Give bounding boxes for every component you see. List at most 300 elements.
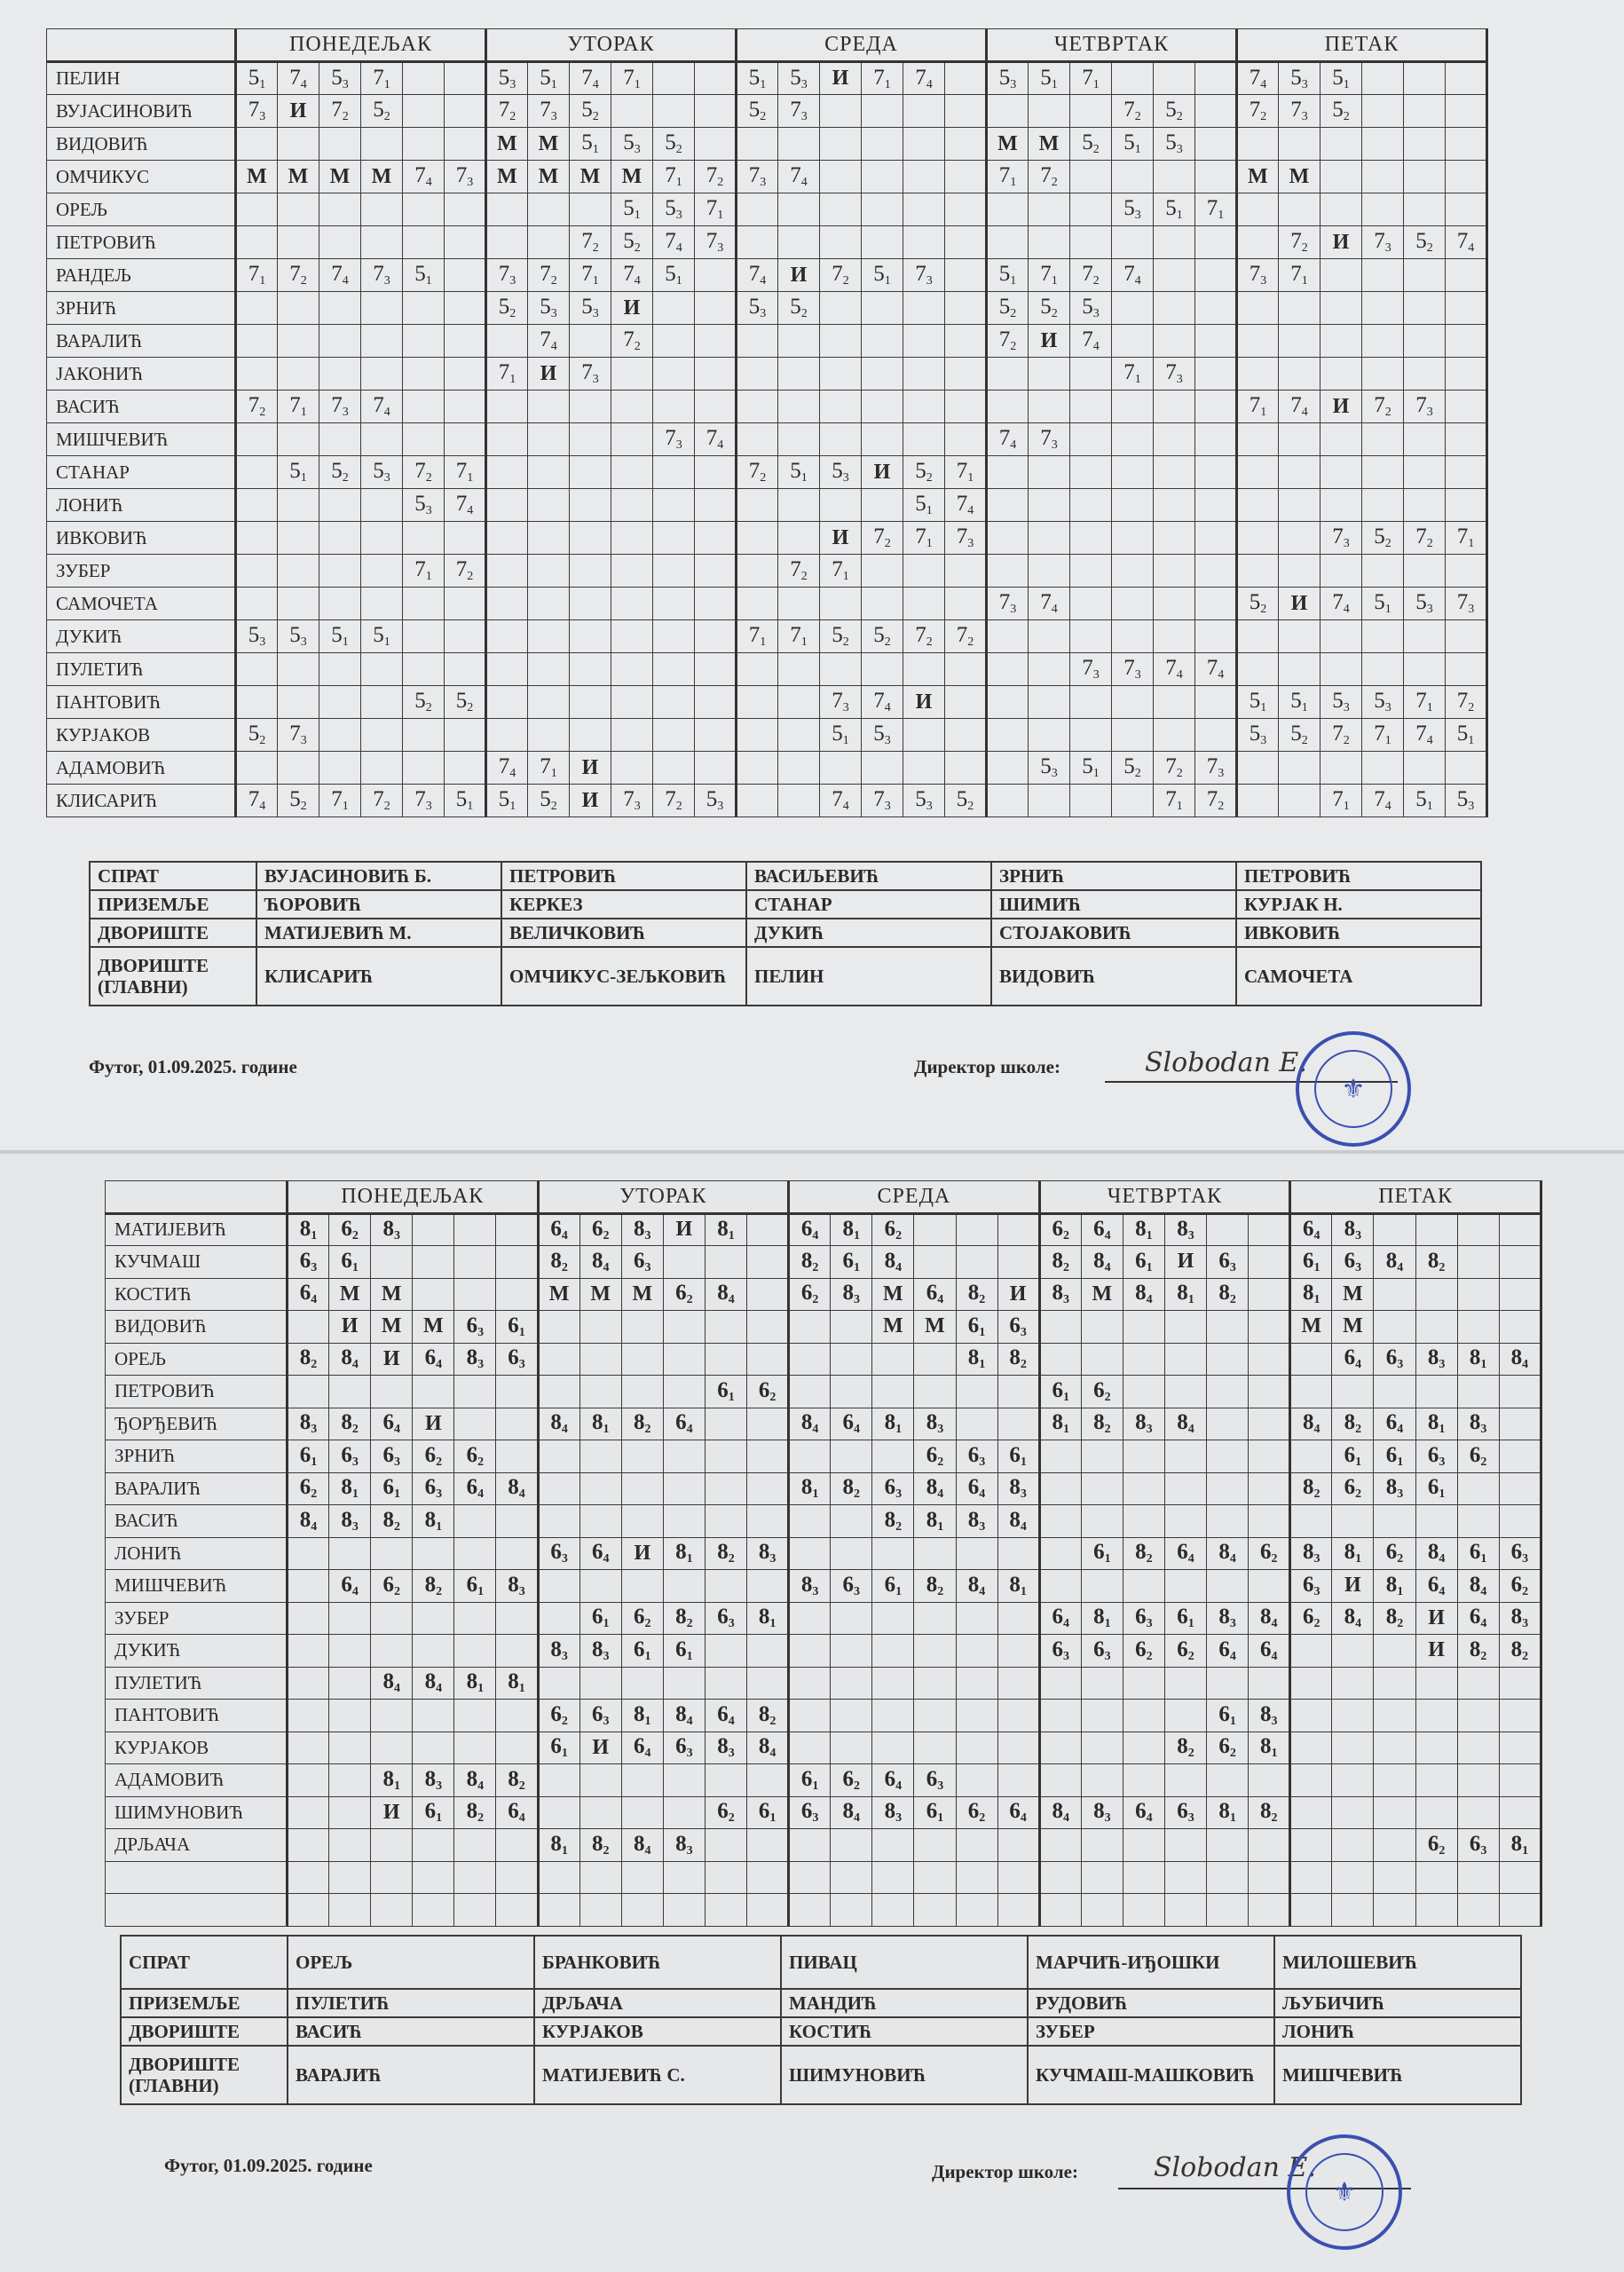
teacher-row (106, 1213, 1541, 1246)
lesson-cell (1029, 653, 1070, 686)
teacher-row (47, 489, 1487, 522)
lesson-cell (236, 193, 278, 226)
lesson-cell (538, 1894, 579, 1927)
lesson-cell (695, 358, 737, 390)
lesson-cell (737, 95, 778, 128)
class-label: $6_3$ (1303, 1572, 1320, 1598)
lesson-cell (831, 1667, 872, 1700)
class-label: $8_2$ (1093, 1410, 1111, 1437)
class-label: $7_1$ (540, 754, 557, 780)
lesson-cell (1154, 226, 1195, 259)
lesson-cell (903, 456, 945, 489)
class-label: $7_3$ (956, 525, 974, 550)
lesson-cell (831, 1213, 872, 1246)
lesson-cell (831, 1861, 872, 1894)
lesson-cell (538, 1213, 579, 1246)
lesson-cell (997, 1343, 1039, 1376)
lesson-cell (914, 1861, 956, 1894)
teacher-name: ДРЉАЧА (106, 1829, 288, 1862)
lesson-cell (737, 489, 778, 522)
duty-teacher: МАТИЈЕВИЋ С. (534, 2046, 781, 2104)
lesson-cell (371, 1278, 413, 1311)
lesson-cell (862, 653, 903, 686)
lesson-cell (1039, 1408, 1081, 1440)
teacher-name (106, 1894, 288, 1927)
lesson-cell (278, 325, 319, 358)
lesson-cell (496, 1894, 538, 1927)
class-label: $8_4$ (1177, 1410, 1194, 1437)
lesson-cell (1279, 555, 1320, 588)
lesson-cell (611, 423, 653, 456)
lesson-cell (288, 1537, 329, 1570)
lesson-cell (1415, 1829, 1457, 1862)
lesson-cell (621, 1861, 663, 1894)
class-label: $8_2$ (1135, 1540, 1153, 1566)
lesson-cell (319, 62, 361, 95)
class-label: $5_1$ (832, 722, 849, 747)
lesson-cell (663, 1505, 705, 1538)
lesson-cell (1332, 1732, 1374, 1764)
teacher-row (47, 226, 1487, 259)
duty-teacher: СТАНАР (746, 890, 991, 919)
teacher-row (47, 423, 1487, 456)
class-label: $7_2$ (623, 327, 641, 353)
lesson-cell (454, 1894, 496, 1927)
lesson-cell (403, 555, 445, 588)
lesson-cell (621, 1343, 663, 1376)
duty-teacher: ВАСИЋ (288, 2017, 534, 2046)
lesson-cell (288, 1440, 329, 1473)
lesson-cell (695, 95, 737, 128)
lesson-cell (486, 226, 528, 259)
class-label: $6_4$ (1009, 1799, 1027, 1826)
lesson-cell (1446, 62, 1487, 95)
class-label: $8_1$ (550, 1831, 568, 1858)
class-label: $5_1$ (1040, 65, 1058, 91)
lesson-cell (486, 358, 528, 390)
class-label: $8_2$ (758, 1701, 777, 1728)
lesson-cell (361, 555, 403, 588)
lesson-cell (1207, 1700, 1249, 1732)
class-label: $7_4$ (331, 262, 349, 288)
lesson-cell (1123, 1570, 1164, 1603)
duty-teacher: САМОЧЕТА (1236, 947, 1481, 1006)
lesson-cell (288, 1667, 329, 1700)
lesson-cell (1404, 193, 1446, 226)
class-label: $7_4$ (1415, 722, 1433, 747)
class-label: И (623, 296, 641, 320)
lesson-cell (778, 456, 820, 489)
lesson-cell (621, 1311, 663, 1344)
lesson-cell (413, 1667, 454, 1700)
lesson-cell (1290, 1764, 1332, 1797)
teacher-name: ОРЕЉ (47, 193, 236, 226)
lesson-cell (903, 620, 945, 653)
lesson-cell (329, 1861, 371, 1894)
class-label: $5_3$ (623, 130, 641, 156)
class-label: $8_3$ (508, 1572, 525, 1598)
teacher-name: ПУЛЕТИЋ (106, 1667, 288, 1700)
lesson-cell (1112, 785, 1154, 817)
lesson-cell (862, 785, 903, 817)
lesson-cell (653, 226, 695, 259)
lesson-cell (747, 1505, 789, 1538)
teacher-row (106, 1472, 1541, 1505)
lesson-cell (831, 1894, 872, 1927)
class-label: $6_1$ (591, 1605, 610, 1631)
lesson-cell (1154, 423, 1195, 456)
class-label: $6_1$ (842, 1248, 861, 1274)
lesson-cell (1457, 1635, 1499, 1668)
class-label: $7_4$ (455, 492, 474, 517)
lesson-cell (1039, 1440, 1081, 1473)
class-label: $7_1$ (498, 360, 516, 386)
lesson-cell (288, 1700, 329, 1732)
class-label: $6_4$ (1259, 1637, 1278, 1663)
lesson-cell (611, 719, 653, 752)
lesson-cell (820, 620, 862, 653)
duty-teacher: МАТИЈЕВИЋ М. (256, 919, 501, 947)
lesson-cell (862, 358, 903, 390)
lesson-cell (403, 423, 445, 456)
lesson-cell (737, 325, 778, 358)
lesson-cell (1279, 423, 1320, 456)
lesson-cell (486, 686, 528, 719)
lesson-cell (653, 785, 695, 817)
class-label: $7_1$ (790, 623, 808, 649)
lesson-cell (1154, 95, 1195, 128)
lesson-cell (831, 1796, 872, 1829)
class-label: $8_3$ (550, 1637, 568, 1663)
lesson-cell (445, 259, 486, 292)
lesson-cell (1237, 292, 1279, 325)
lesson-cell (1207, 1505, 1249, 1538)
class-label: М (1343, 1314, 1363, 1338)
lesson-cell (1320, 456, 1362, 489)
lesson-cell (528, 423, 570, 456)
lesson-cell (371, 1732, 413, 1764)
class-label: $8_1$ (424, 1507, 443, 1534)
lesson-cell (570, 588, 611, 620)
class-label: $8_4$ (508, 1475, 525, 1502)
lesson-cell (1164, 1440, 1206, 1473)
class-label: $7_4$ (998, 426, 1017, 452)
lesson-cell (747, 1796, 789, 1829)
lesson-cell (1039, 1246, 1081, 1279)
class-label: И (1040, 328, 1058, 352)
lesson-cell (1029, 752, 1070, 785)
teacher-row (47, 292, 1487, 325)
lesson-cell (997, 1213, 1039, 1246)
lesson-cell (445, 456, 486, 489)
lesson-cell (1123, 1246, 1164, 1279)
lesson-cell (1070, 259, 1112, 292)
lesson-cell (1207, 1376, 1249, 1408)
lesson-cell (1374, 1796, 1415, 1829)
lesson-cell (579, 1505, 621, 1538)
lesson-cell (1404, 62, 1446, 95)
lesson-cell (987, 555, 1029, 588)
class-label: $8_2$ (1052, 1248, 1069, 1274)
class-label: $5_1$ (1165, 196, 1183, 222)
teacher-name: КОСТИЋ (106, 1278, 288, 1311)
lesson-cell (1249, 1700, 1290, 1732)
lesson-cell (528, 555, 570, 588)
lesson-cell (570, 620, 611, 653)
lesson-cell (236, 522, 278, 555)
class-label: М (925, 1314, 945, 1338)
lesson-cell (1446, 752, 1487, 785)
lesson-cell (1070, 456, 1112, 489)
class-label: $6_3$ (299, 1248, 318, 1274)
lesson-cell (496, 1472, 538, 1505)
lesson-cell (445, 653, 486, 686)
lesson-cell (987, 752, 1029, 785)
duty-table-1 (89, 861, 1482, 1006)
lesson-cell (1499, 1732, 1541, 1764)
lesson-cell (1207, 1667, 1249, 1700)
class-label: $8_2$ (1469, 1637, 1487, 1663)
lesson-cell (903, 161, 945, 193)
lesson-cell (956, 1635, 997, 1668)
lesson-cell (997, 1764, 1039, 1797)
lesson-cell (1332, 1408, 1374, 1440)
class-label: $7_1$ (1123, 360, 1141, 386)
duty-teacher: СТОЈАКОВИЋ (991, 919, 1236, 947)
lesson-cell (653, 128, 695, 161)
lesson-cell (1070, 226, 1112, 259)
lesson-cell (236, 653, 278, 686)
lesson-cell (496, 1537, 538, 1570)
class-label: $5_3$ (1332, 689, 1350, 714)
lesson-cell (278, 161, 319, 193)
lesson-cell (1446, 128, 1487, 161)
lesson-cell (329, 1700, 371, 1732)
lesson-cell (403, 752, 445, 785)
class-label: $6_3$ (884, 1475, 903, 1502)
lesson-cell (1415, 1278, 1457, 1311)
lesson-cell (1404, 390, 1446, 423)
lesson-cell (653, 456, 695, 489)
class-label: $7_1$ (1165, 787, 1183, 813)
lesson-cell (705, 1278, 746, 1311)
lesson-cell (454, 1570, 496, 1603)
class-label: $6_1$ (550, 1734, 568, 1761)
lesson-cell (987, 456, 1029, 489)
lesson-cell (319, 259, 361, 292)
lesson-cell (1374, 1667, 1415, 1700)
lesson-cell (1374, 1700, 1415, 1732)
lesson-cell (486, 489, 528, 522)
lesson-cell (1362, 555, 1404, 588)
lesson-cell (778, 555, 820, 588)
lesson-cell (1279, 259, 1320, 292)
lesson-cell (789, 1537, 831, 1570)
lesson-cell (579, 1213, 621, 1246)
lesson-cell (1415, 1311, 1457, 1344)
lesson-cell (1029, 95, 1070, 128)
lesson-cell (1154, 752, 1195, 785)
lesson-cell (278, 226, 319, 259)
teacher-row (47, 259, 1487, 292)
lesson-cell (1195, 686, 1237, 719)
lesson-cell (236, 620, 278, 653)
class-label: $7_3$ (915, 262, 933, 288)
lesson-cell (288, 1472, 329, 1505)
lesson-cell (1164, 1796, 1206, 1829)
duty-teacher: ШИМУНОВИЋ (781, 2046, 1028, 2104)
class-label: $6_3$ (967, 1442, 986, 1469)
lesson-cell (445, 193, 486, 226)
lesson-cell (663, 1764, 705, 1797)
class-label: $8_4$ (842, 1799, 861, 1826)
teacher-name: ДУКИЋ (47, 620, 236, 653)
lesson-cell (1374, 1246, 1415, 1279)
duty-teacher: МИШЧЕВИЋ (1274, 2046, 1521, 2104)
class-label: $8_1$ (1052, 1410, 1069, 1437)
lesson-cell (570, 522, 611, 555)
class-label: $5_2$ (1249, 590, 1267, 616)
class-label: $6_4$ (591, 1540, 610, 1566)
lesson-cell (1332, 1602, 1374, 1635)
class-label: И (581, 755, 599, 779)
lesson-cell (454, 1732, 496, 1764)
class-label: $6_4$ (550, 1216, 568, 1242)
class-label: $6_1$ (299, 1442, 318, 1469)
duty-teacher: ДУКИЋ (746, 919, 991, 947)
duty-teacher: ВАСИЉЕВИЋ (746, 862, 991, 890)
lesson-cell (820, 686, 862, 719)
class-label: И (634, 1541, 651, 1565)
lesson-cell (445, 358, 486, 390)
lesson-cell (1123, 1764, 1164, 1797)
lesson-cell (945, 456, 987, 489)
teacher-row (47, 325, 1487, 358)
teacher-row (47, 390, 1487, 423)
lesson-cell (778, 489, 820, 522)
place-date: Футог, 01.09.2025. године (89, 1056, 297, 1077)
lesson-cell (862, 259, 903, 292)
lesson-cell (820, 423, 862, 456)
class-label: $5_1$ (1374, 590, 1391, 616)
lesson-cell (1029, 325, 1070, 358)
class-label: $6_4$ (1052, 1605, 1069, 1631)
lesson-cell (1320, 620, 1362, 653)
lesson-cell (872, 1246, 914, 1279)
teacher-row (47, 193, 1487, 226)
teacher-row (47, 62, 1487, 95)
lesson-cell (1362, 95, 1404, 128)
lesson-cell (570, 128, 611, 161)
lesson-cell (621, 1376, 663, 1408)
lesson-cell (236, 489, 278, 522)
lesson-cell (236, 588, 278, 620)
lesson-cell (914, 1472, 956, 1505)
class-label: $7_1$ (1082, 65, 1100, 91)
teacher-name: ВУЈАСИНОВИЋ (47, 95, 236, 128)
lesson-cell (945, 588, 987, 620)
class-label: $5_3$ (414, 492, 432, 517)
lesson-cell (1164, 1894, 1206, 1927)
class-label: $8_3$ (1385, 1475, 1404, 1502)
lesson-cell (653, 325, 695, 358)
lesson-cell (1332, 1537, 1374, 1570)
class-label: $8_2$ (675, 1605, 693, 1631)
lesson-cell (1237, 555, 1279, 588)
teacher-name: ШИМУНОВИЋ (106, 1796, 288, 1829)
class-label: $8_2$ (1009, 1345, 1027, 1372)
class-label: $7_1$ (873, 65, 891, 91)
lesson-cell (1249, 1343, 1290, 1376)
class-label: $7_4$ (832, 787, 849, 813)
lesson-cell (621, 1602, 663, 1635)
lesson-cell (737, 423, 778, 456)
teacher-name: КУРЈАКОВ (106, 1732, 288, 1764)
lesson-cell (278, 456, 319, 489)
lesson-cell (319, 358, 361, 390)
class-label: И (382, 1346, 400, 1370)
class-label: $7_2$ (289, 262, 307, 288)
lesson-cell (1154, 555, 1195, 588)
lesson-cell (319, 423, 361, 456)
lesson-cell (1332, 1505, 1374, 1538)
class-label: $5_3$ (998, 65, 1017, 91)
lesson-cell (278, 292, 319, 325)
lesson-cell (361, 62, 403, 95)
class-label: $8_4$ (884, 1248, 903, 1274)
lesson-cell (1207, 1635, 1249, 1668)
lesson-cell (413, 1213, 454, 1246)
teacher-name: МИШЧЕВИЋ (47, 423, 236, 456)
lesson-cell (1164, 1732, 1206, 1764)
class-label: $7_3$ (832, 689, 849, 714)
class-label: $6_4$ (341, 1572, 359, 1598)
lesson-cell (579, 1829, 621, 1862)
lesson-cell (956, 1343, 997, 1376)
class-label: И (675, 1218, 693, 1242)
lesson-cell (737, 259, 778, 292)
lesson-cell (997, 1311, 1039, 1344)
lesson-cell (914, 1829, 956, 1862)
lesson-cell (997, 1408, 1039, 1440)
lesson-cell (611, 489, 653, 522)
lesson-cell (903, 95, 945, 128)
lesson-cell (1154, 588, 1195, 620)
lesson-cell (778, 128, 820, 161)
class-label: $8_2$ (1427, 1248, 1446, 1274)
lesson-cell (997, 1635, 1039, 1668)
class-label: $7_1$ (1206, 196, 1225, 222)
class-label: $7_2$ (373, 787, 390, 813)
class-label: $8_4$ (967, 1572, 986, 1598)
lesson-cell (319, 95, 361, 128)
lesson-cell (496, 1440, 538, 1473)
class-label: $7_3$ (1206, 754, 1225, 780)
lesson-cell (914, 1732, 956, 1764)
lesson-cell (872, 1376, 914, 1408)
lesson-cell (1237, 456, 1279, 489)
class-label: $7_1$ (623, 65, 641, 91)
lesson-cell (987, 423, 1029, 456)
lesson-cell (570, 555, 611, 588)
teacher-row (47, 522, 1487, 555)
class-label: $8_4$ (1093, 1248, 1111, 1274)
class-label: $6_4$ (382, 1410, 400, 1437)
lesson-cell (1249, 1732, 1290, 1764)
place-date-2: Футог, 01.09.2025. године (164, 2155, 373, 2176)
teacher-name: ВАСИЋ (106, 1505, 288, 1538)
class-label: $6_2$ (967, 1799, 986, 1826)
